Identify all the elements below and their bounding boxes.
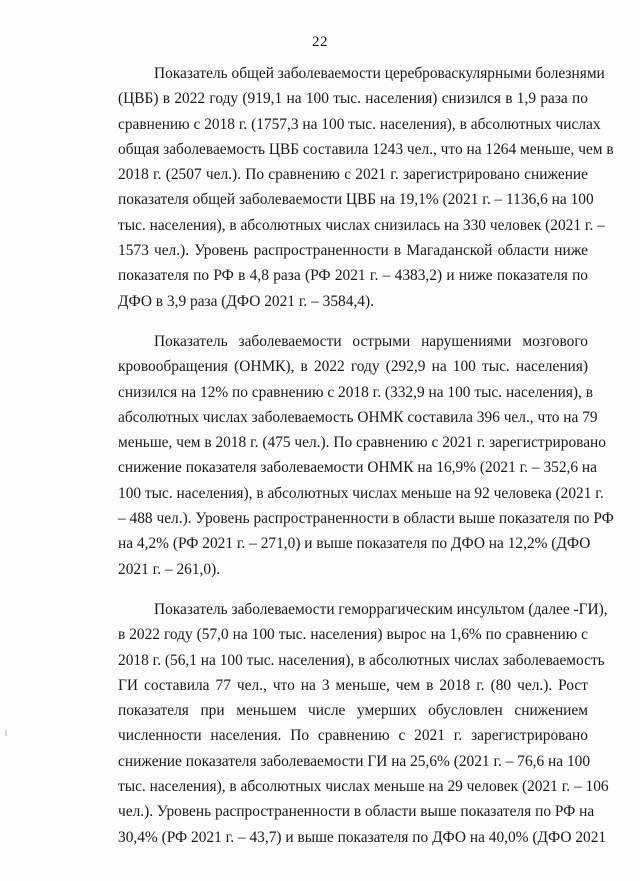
text-line: сравнению с 2018 г. (1757,3 на 100 тыс. населения), в абсолютных числах: [118, 115, 601, 133]
text-line: тыс. населения), в абсолютных числах снизилась на 330 человек (2021 г. –: [118, 216, 605, 234]
text-line: снизился на 12% по сравнению с 2018 г. (332,9 на 100 тыс. населения), в: [118, 383, 594, 401]
text-line: 2018 г. (2507 чел.). По сравнению с 2021 г. зарегистрировано снижение: [118, 166, 588, 184]
text-line: Показатель заболеваемости острыми нарушениями мозгового: [154, 332, 588, 350]
paragraph-onmk: [118, 329, 614, 582]
text-line: ДФО в 3,9 раза (ДФО 2021 г. – 3584,4).: [118, 292, 374, 310]
text-line: 30,4% (РФ 2021 г. – 43,7) и выше показателя по ДФО на 40,0% (ДФО 2021: [118, 828, 607, 846]
text-line: (ЦВБ) в 2022 году (919,1 на 100 тыс. населения) снизился в 1,9 раза по: [118, 90, 588, 108]
document-body: [118, 61, 614, 865]
scan-margin-mark: [5, 730, 7, 736]
text-line: – 488 чел.). Уровень распространенности в области выше показателя по РФ: [118, 510, 614, 528]
text-line: меньше, чем в 2018 г. (475 чел.). По сравнению с 2021 г. зарегистрировано: [118, 434, 606, 452]
text-line: показателя по РФ в 4,8 раза (РФ 2021 г. – 4383,2) и ниже показателя по: [118, 267, 588, 285]
text-line: Показатель общей заболеваемости цереброваскулярными болезнями: [154, 65, 605, 82]
text-line: ГИ составила 77 чел., что на 3 меньше, чем в 2018 г. (80 чел.). Рост: [118, 676, 588, 694]
text-line: показателя при меньшем числе умерших обусловлен снижением: [118, 702, 588, 720]
paragraph-gi: [118, 597, 609, 850]
text-line: в 2022 году (57,0 на 100 тыс. населения) вырос на 1,6% по сравнению с: [118, 626, 588, 644]
text-line: Показатель заболеваемости геморрагическим инсультом (далее -ГИ),: [154, 600, 608, 618]
text-line: снижение показателя заболеваемости ГИ на 25,6% (2021 г. – 76,6 на 100: [118, 752, 591, 770]
text-line: абсолютных числах заболеваемость ОНМК составила 396 чел., что на 79: [118, 408, 598, 426]
text-line: тыс. населения), в абсолютных числах меньше на 29 человек (2021 г. – 106: [118, 778, 609, 796]
page-number: 22: [312, 34, 328, 50]
text-line: снижение показателя заболеваемости ОНМК на 16,9% (2021 г. – 352,6 на: [118, 459, 597, 477]
text-line: показателя общей заболеваемости ЦВБ на 19,1% (2021 г. – 1136,6 на 100: [118, 191, 594, 209]
text-line: 2021 г. – 261,0).: [118, 560, 221, 578]
text-line: кровообращения (ОНМК), в 2022 году (292,9 на 100 тыс. населения): [118, 358, 588, 376]
text-line: общая заболеваемость ЦВБ составила 1243 чел., что на 1264 меньше, чем в: [118, 140, 614, 158]
text-line: 2018 г. (56,1 на 100 тыс. населения), в абсолютных числах заболеваемость: [118, 651, 605, 669]
text-line: чел.). Уровень распространенности в области выше показателя по РФ на: [118, 803, 595, 821]
text-line: 100 тыс. населения), в абсолютных числах меньше на 92 человека (2021 г.: [118, 484, 604, 502]
text-line: численности населения. По сравнению с 2021 г. зарегистрировано: [118, 727, 588, 745]
text-line: на 4,2% (РФ 2021 г. – 271,0) и выше показателя по ДФО на 12,2% (ДФО: [118, 535, 591, 553]
text-line: 1573 чел.). Уровень распространенности в Магаданской области ниже: [118, 242, 588, 260]
paragraph-cvb: [118, 61, 614, 314]
